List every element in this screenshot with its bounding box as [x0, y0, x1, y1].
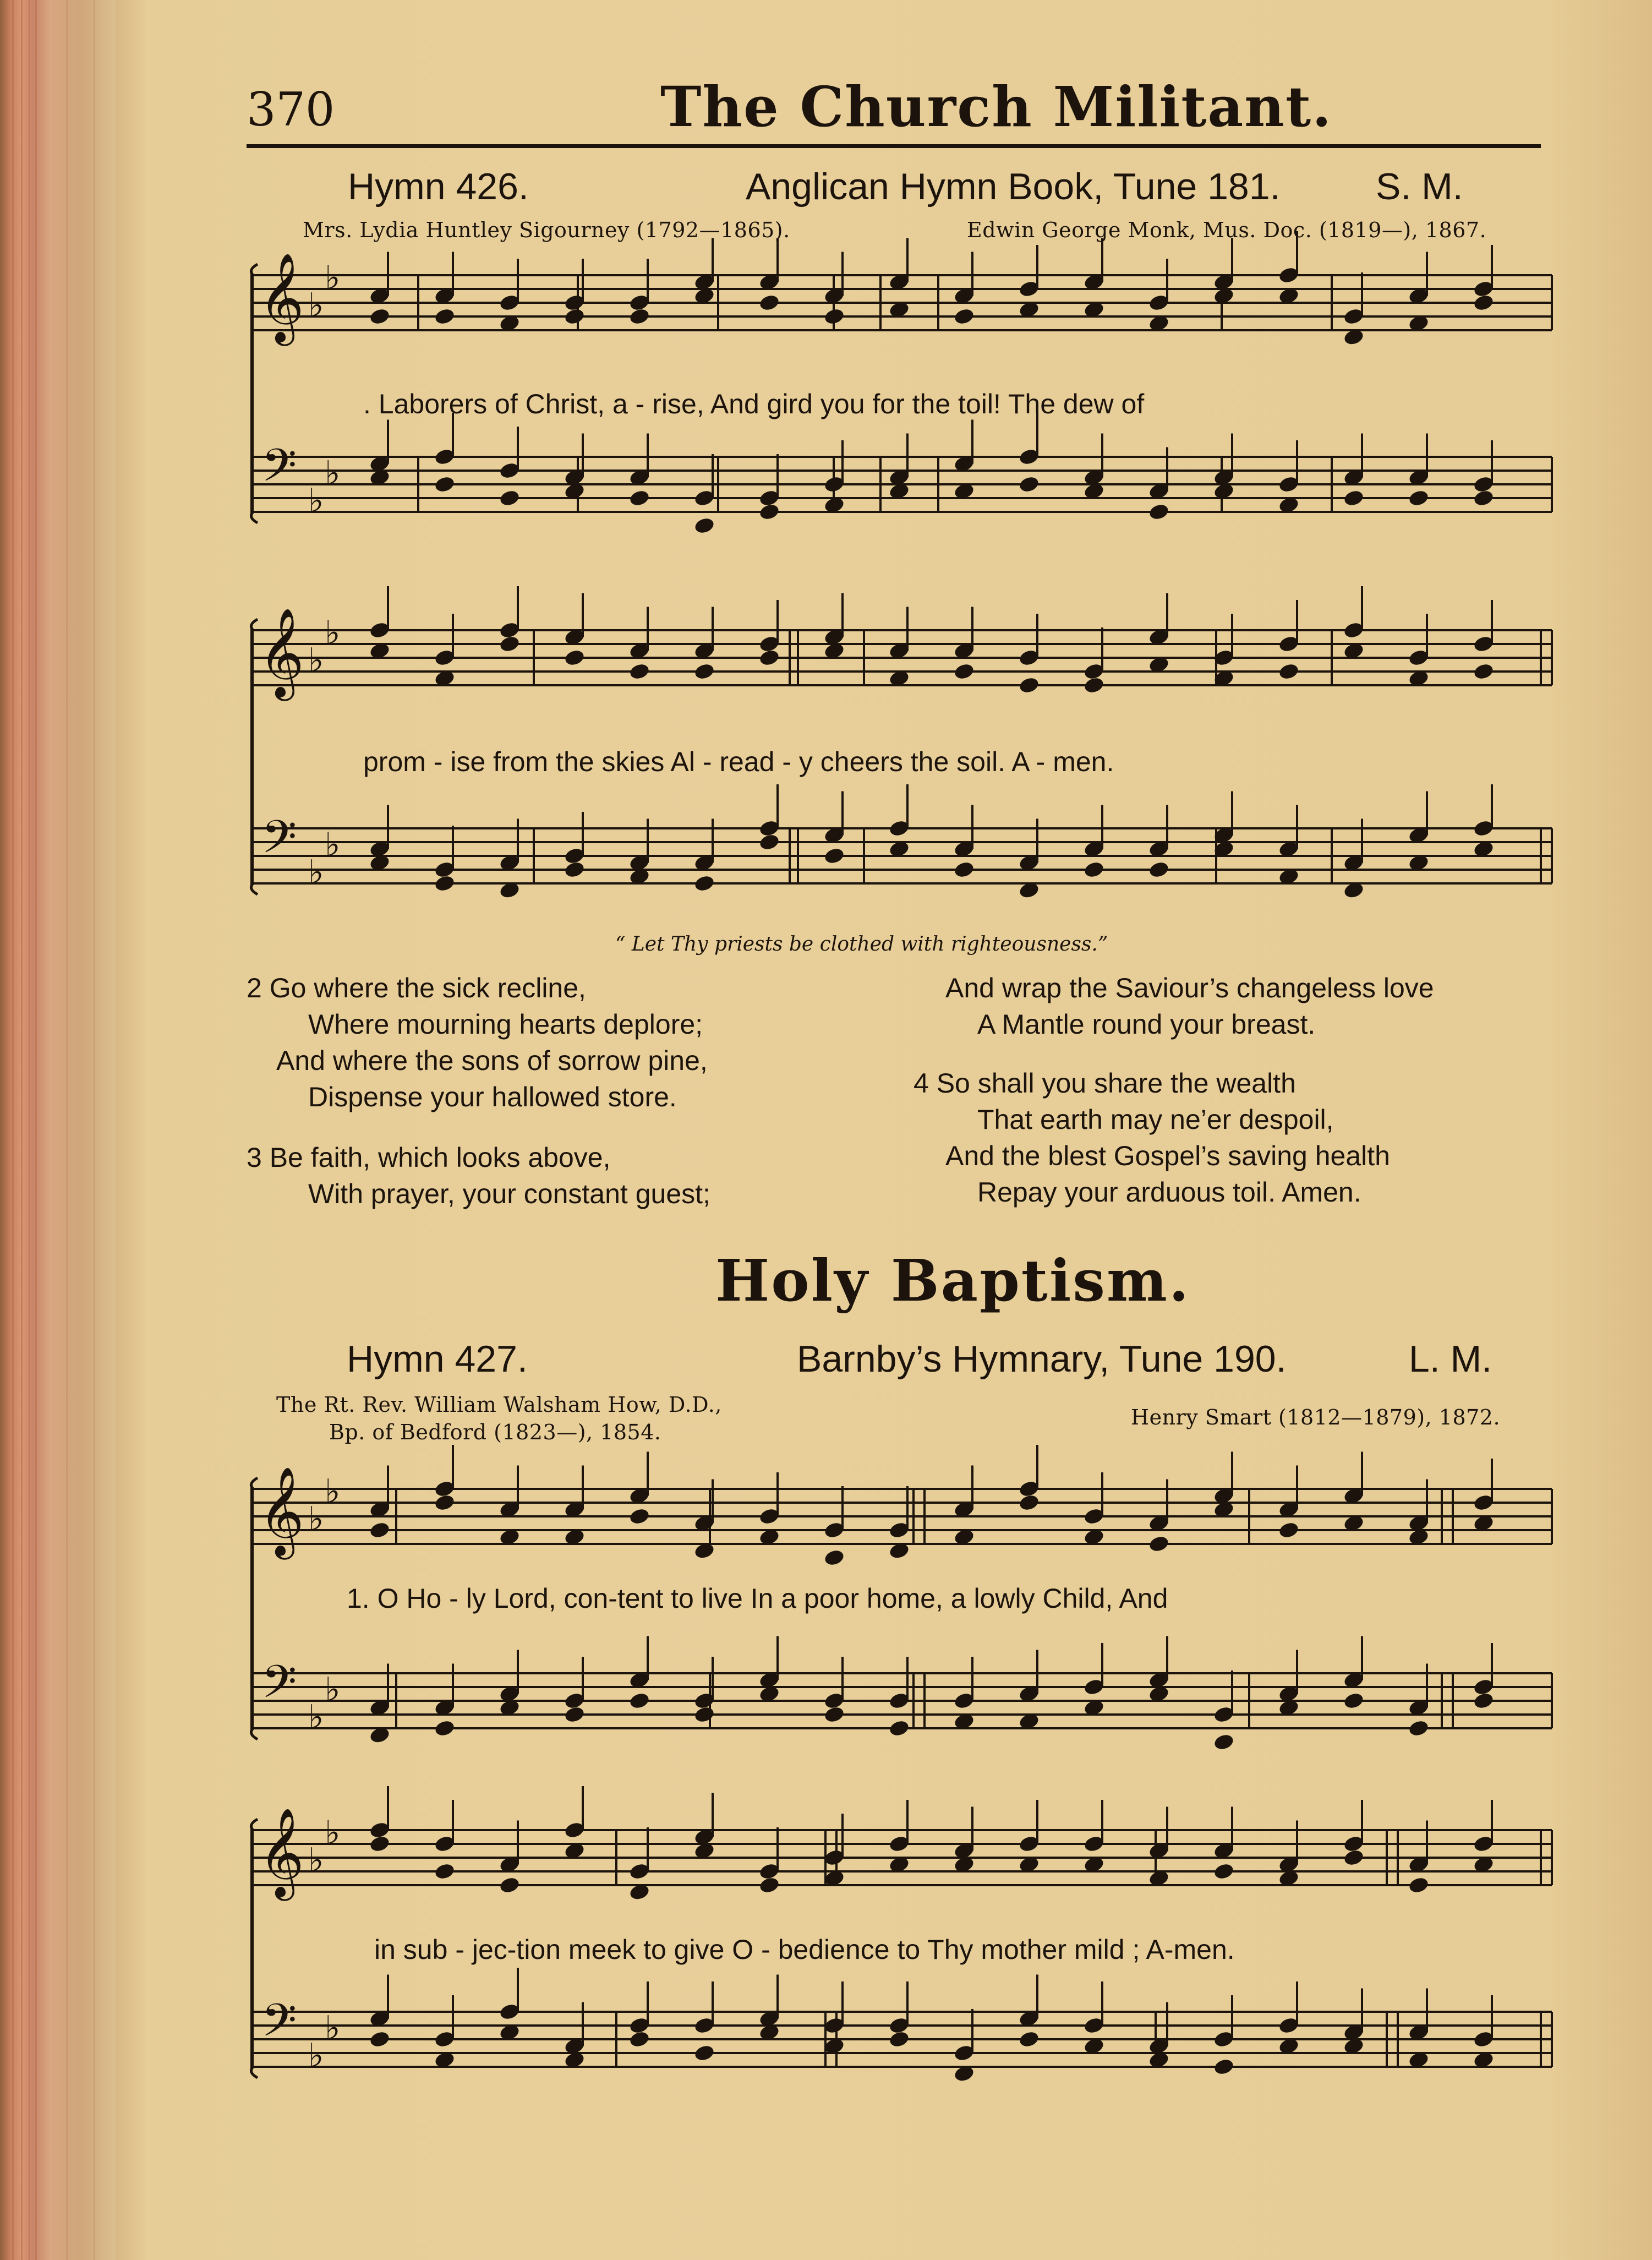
- svg-text:♭: ♭: [308, 482, 324, 520]
- svg-text:♭: ♭: [308, 1698, 324, 1737]
- svg-text:𝄢: 𝄢: [261, 810, 297, 875]
- stanza-2-line-3: And where the sons of sorrow pine,: [276, 1045, 708, 1076]
- hymn-426-lyrics-line-1: . Laborers of Christ, a - rise, And gird you for the toil! The dew of: [363, 389, 1145, 419]
- hymn-426-tune: Anglican Hymn Book, Tune 181.: [746, 166, 1281, 208]
- stanza-3-line-4: A Mantle round your breast.: [977, 1009, 1316, 1040]
- svg-text:♭: ♭: [325, 614, 341, 652]
- stanza-4: [913, 1065, 1390, 1210]
- svg-text:♭: ♭: [308, 2037, 324, 2075]
- stanza-2-line-4: Dispense your hallowed store.: [308, 1082, 677, 1112]
- hymn-427-author-line-1: The Rt. Rev. William Walsham How, D.D.,: [276, 1393, 722, 1417]
- hymn-426-caption: “ Let Thy priests be clothed with righteousness.”: [615, 933, 1108, 956]
- hymn-426-author: Mrs. Lydia Huntley Sigourney (1792—1865).: [303, 218, 790, 242]
- stanza-4-line-2: That earth may ne’er despoil,: [977, 1104, 1334, 1135]
- svg-text:♭: ♭: [308, 286, 324, 325]
- svg-text:♭: ♭: [325, 259, 341, 297]
- stanza-4-line-3: And the blest Gospel’s saving health: [945, 1140, 1390, 1171]
- stanza-3: [247, 1139, 710, 1212]
- stanza-3-line-3: And wrap the Saviour’s changeless love: [945, 973, 1434, 1003]
- hymn-427-author-line-2: Bp. of Bedford (1823—), 1854.: [329, 1420, 661, 1444]
- stanza-3-line-1: 3 Be faith, which looks above,: [247, 1142, 611, 1173]
- hymn-427-tune: Barnby’s Hymnary, Tune 190.: [797, 1338, 1287, 1380]
- svg-text:𝄞: 𝄞: [259, 1466, 304, 1556]
- stanza-4-line-1: 4 So shall you share the wealth: [913, 1068, 1296, 1099]
- svg-text:♭: ♭: [325, 454, 341, 493]
- svg-text:𝄢: 𝄢: [261, 1655, 297, 1719]
- hymn-426-meter: S. M.: [1376, 166, 1463, 208]
- hymn-427-number: Hymn 427.: [347, 1338, 528, 1380]
- header-rule: [247, 144, 1541, 148]
- page-number: 370: [247, 83, 335, 137]
- svg-text:𝄞: 𝄞: [259, 608, 304, 697]
- hymn-426-number: Hymn 426.: [348, 166, 529, 208]
- hymn-427-composer: Henry Smart (1812—1879), 1872.: [1131, 1405, 1501, 1429]
- hymn-427-lyrics-line-1: 1. O Ho - ly Lord, con-tent to live In a poor home, a lowly Child, And: [347, 1583, 1168, 1614]
- page-sheet: [116, 0, 1652, 2260]
- section-title: Holy Baptism.: [715, 1247, 1191, 1314]
- svg-text:𝄢: 𝄢: [261, 1994, 297, 2058]
- hymn-426-composer: Edwin George Monk, Mus. Doc. (1819—), 1867.: [967, 218, 1487, 242]
- svg-text:♭: ♭: [308, 853, 324, 892]
- svg-text:𝄞: 𝄞: [259, 253, 304, 342]
- svg-text:♭: ♭: [308, 1841, 324, 1880]
- svg-text:♭: ♭: [325, 1814, 341, 1852]
- svg-text:𝄢: 𝄢: [261, 439, 297, 503]
- svg-text:♭: ♭: [308, 641, 324, 680]
- stanza-3-continued: [945, 970, 1434, 1042]
- stanza-3-line-2: With prayer, your constant guest;: [308, 1178, 710, 1209]
- svg-text:♭: ♭: [325, 1671, 341, 1709]
- stanza-2-line-2: Where mourning hearts deplore;: [308, 1009, 703, 1040]
- stanza-2-line-1: 2 Go where the sick recline,: [247, 973, 586, 1003]
- hymn-427-meter: L. M.: [1409, 1338, 1492, 1380]
- stanza-4-line-4: Repay your arduous toil. Amen.: [977, 1177, 1361, 1208]
- svg-text:♭: ♭: [325, 1472, 341, 1511]
- svg-text:♭: ♭: [325, 826, 341, 864]
- svg-text:♭: ♭: [325, 2009, 341, 2048]
- svg-text:♭: ♭: [308, 1500, 324, 1538]
- running-head: The Church Militant.: [660, 74, 1333, 139]
- svg-text:𝄞: 𝄞: [259, 1808, 304, 1897]
- stanza-2: [247, 970, 708, 1115]
- book-binding-edge: [0, 0, 116, 2260]
- hymn-427-lyrics-line-2: in sub - jec-tion meek to give O - bedience to Thy mother mild ; A-men.: [374, 1934, 1235, 1965]
- hymn-426-lyrics-line-2: prom - ise from the skies Al - read - y cheers the soil. A - men.: [363, 746, 1114, 777]
